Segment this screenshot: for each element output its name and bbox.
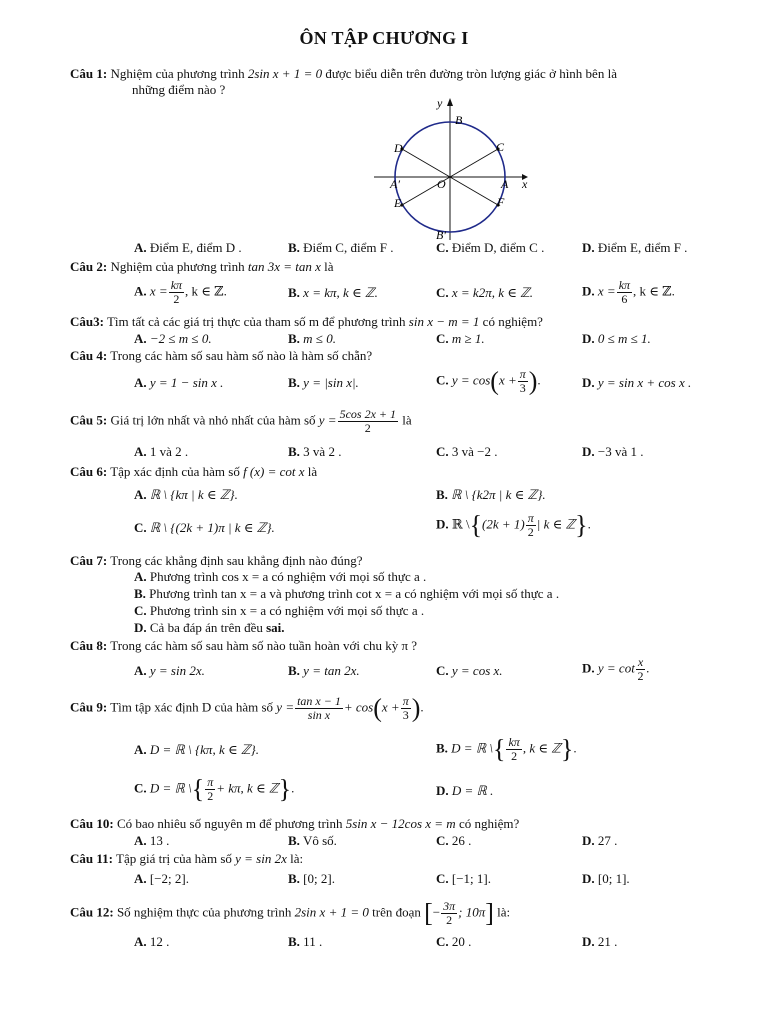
option-a[interactable]: A. y = sin 2x. [134,663,205,678]
question-label: Câu 11: [70,851,113,866]
question-label: Câu 4: [70,348,108,363]
question-9: Câu 9: Tìm tập xác định D của hàm số y = $\frac{\text{tan x − 1}}{\text{sin x}}$ + cos(x + $\frac{\pi}{3}$ ). [70,693,424,723]
option-a[interactable]: A. 12 . [134,934,170,949]
option-c[interactable]: C. x = k2π, k ∈ ℤ. [436,285,534,300]
question-5-options [134,444,738,464]
option-d[interactable]: D. y = cot $\frac{x}{2}$ . [582,655,650,683]
label-D: D [394,141,403,155]
page-title: ÔN TẬP CHƯƠNG I [299,28,469,48]
option-a[interactable]: A. x = $\frac{k\pi}{2}$ , k ∈ ℤ. [134,278,227,306]
question-5: Câu 5: Giá trị lớn nhất và nhỏ nhất của hàm số y = $\frac{5\cos 2x + 1}{2}$ là [70,407,412,435]
option-c[interactable]: C. D = ℝ \{ $\frac{\pi}{2}$ + kπ, k ∈ ℤ}. [134,774,295,804]
question-label: Câu3: [70,314,104,329]
option-b[interactable]: B. Điểm C, điểm F . [288,240,394,255]
option-b[interactable]: B. m ≤ 0. [288,331,336,346]
label-A-prime: A′ [390,177,400,191]
option-d[interactable]: D. Cả ba đáp án trên đều sai. [134,620,285,635]
question-label: Câu 8: [70,638,108,653]
option-b[interactable]: B. Vô số. [288,833,337,848]
option-a[interactable]: A. 1 và 2 . [134,444,189,459]
option-d[interactable]: D. 21 . [582,934,618,949]
option-c[interactable]: C. ℝ \ {(2k + 1)π | k ∈ ℤ}. [134,520,275,535]
option-d[interactable]: D. ℝ \{(2k + 1) $\frac{\pi}{2}$ | k ∈ ℤ}. [436,510,591,540]
question-8-options [134,656,738,688]
option-d[interactable]: D. [0; 1]. [582,871,630,886]
option-b[interactable]: B. x = kπ, k ∈ ℤ. [288,285,378,300]
option-a[interactable]: A. Điểm E, điểm D . [134,240,242,255]
option-b[interactable]: B. ℝ \ {k2π | k ∈ ℤ}. [436,487,546,502]
question-9-options-row1 [134,736,738,770]
option-c[interactable]: C. Phương trình sin x = a có nghiệm với mọi số thực a . [134,603,425,618]
question-12-options [134,934,738,954]
question-label: Câu 5: [70,412,108,428]
label-E: E [394,196,402,210]
option-d[interactable]: D. y = sin x + cos x . [582,375,692,390]
question-label: Câu 1: [70,66,108,81]
option-d[interactable]: D. 27 . [582,833,618,848]
label-B-prime: B′ [436,228,446,242]
label-y: y [437,96,443,110]
option-c[interactable]: C. m ≥ 1. [436,331,485,346]
question-1: Câu 1: Nghiệm của phương trình 2sin x + 1 = 0 được biểu diễn trên đường tròn lượng giác ở hình bên là [70,66,617,81]
option-a[interactable]: A. [−2; 2]. [134,871,189,886]
option-d[interactable]: D. D = ℝ . [436,783,494,798]
question-2: Câu 2: Nghiệm của phương trình tan 3x = tan x là [70,259,334,274]
question-6-options-row1 [134,487,738,507]
question-label: Câu 9: [70,699,108,715]
option-b[interactable]: B. [0; 2]. [288,871,335,886]
question-2-options [134,279,738,309]
question-6-options-row2 [134,512,738,546]
question-1-continued: những điểm nào ? [132,82,226,97]
option-c[interactable]: C. [−1; 1]. [436,871,491,886]
option-b[interactable]: B. 11 . [288,934,323,949]
label-F: F [497,195,505,209]
option-a[interactable]: A. y = 1 − sin x . [134,375,224,390]
option-a[interactable]: A. ℝ \ {kπ | k ∈ ℤ}. [134,487,238,502]
label-O: O [437,177,446,191]
option-c[interactable]: C. 3 và −2 . [436,444,498,459]
question-11-options [134,871,738,891]
question-12: Câu 12: Số nghiệm thực của phương trình 2sin x + 1 = 0 trên đoạn [− $\frac{3\pi}{2}$ ; 10π] là: [70,898,511,928]
option-b[interactable]: B. y = tan 2x. [288,663,360,678]
option-b[interactable]: B. D = ℝ \{ $\frac{k\pi}{2}$ , k ∈ ℤ}. [436,734,577,764]
question-label: Câu 10: [70,816,114,831]
option-c[interactable]: C. y = cos x. [436,663,503,678]
question-label: Câu 12: [70,904,114,920]
option-d[interactable]: D. x = $\frac{k\pi}{6}$ , k ∈ ℤ. [582,278,675,306]
question-4: Câu 4: Trong các hàm số sau hàm số nào là hàm số chẵn? [70,348,373,363]
option-d[interactable]: D. −3 và 1 . [582,444,644,459]
question-7: Câu 7: Trong các khẳng định sau khẳng định nào đúng? [70,553,363,568]
question-10: Câu 10: Có bao nhiêu số nguyên m để phương trình 5sin x − 12cos x = m có nghiệm? [70,816,520,831]
option-a[interactable]: A. −2 ≤ m ≤ 0. [134,331,212,346]
option-b[interactable]: B. 3 và 2 . [288,444,342,459]
question-3: Câu3: Tìm tất cả các giá trị thực của tham số m để phương trình sin x − m = 1 có nghiệm? [70,314,543,329]
question-label: Câu 6: [70,464,108,479]
option-d[interactable]: D. 0 ≤ m ≤ 1. [582,331,651,346]
option-a[interactable]: A. Phương trình cos x = a có nghiệm với mọi số thực a . [134,569,427,584]
label-A: A [501,177,509,191]
option-c[interactable]: C. y = cos(x + $\frac{\pi}{3}$ ). [436,366,541,396]
option-c[interactable]: C. 26 . [436,833,472,848]
question-9-options-row2 [134,776,738,810]
trig-circle-diagram [370,94,530,244]
question-10-options [134,833,738,853]
label-x: x [522,177,528,191]
label-C: C [496,140,505,154]
question-6: Câu 6: Tập xác định của hàm số f (x) = cot x là [70,464,318,479]
option-a[interactable]: A. 13 . [134,833,170,848]
option-b[interactable]: B. y = |sin x|. [288,375,359,390]
question-label: Câu 2: [70,259,108,274]
option-d[interactable]: D. Điểm E, điểm F . [582,240,688,255]
question-label: Câu 7: [70,553,108,568]
label-B: B [455,113,463,127]
question-11: Câu 11: Tập giá trị của hàm số y = sin 2x là: [70,851,304,866]
option-b[interactable]: B. Phương trình tan x = a và phương trình cot x = a có nghiệm với mọi số thực a . [134,586,560,601]
question-1-options [134,240,738,260]
question-8: Câu 8: Trong các hàm số sau hàm số nào tuần hoàn với chu kỳ π ? [70,638,418,653]
question-4-options [134,368,738,402]
option-a[interactable]: A. D = ℝ \ {kπ, k ∈ ℤ}. [134,742,259,757]
y-axis-arrow [447,98,453,106]
option-c[interactable]: C. 20 . [436,934,472,949]
option-c[interactable]: C. Điểm D, điểm C . [436,240,545,255]
